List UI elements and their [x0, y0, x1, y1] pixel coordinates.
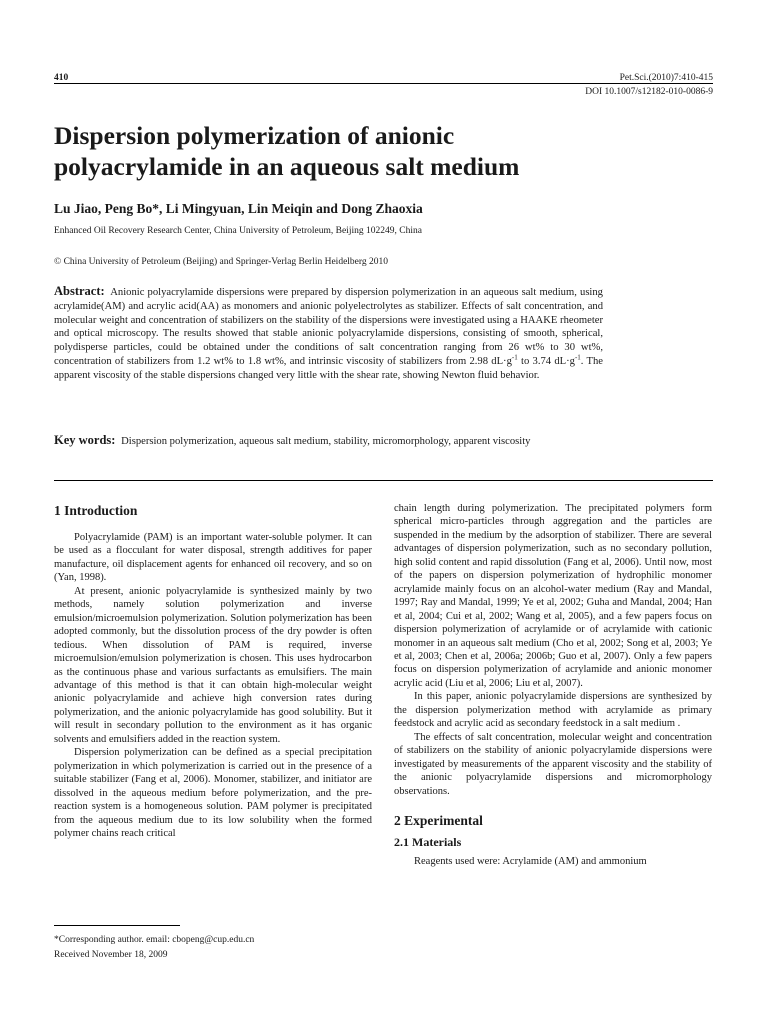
author-list: Lu Jiao, Peng Bo*, Li Mingyuan, Lin Meiqin and Dong Zhaoxia [54, 201, 423, 216]
doi: DOI 10.1007/s12182-010-0086-9 [585, 87, 713, 97]
abstract-label: Abstract: [54, 284, 105, 298]
footnote-rule [54, 925, 180, 926]
paragraph: The effects of salt concentration, molecular weight and concentration of stabilizers on the stability of anionic polyacrylamide dispersions were investigated by measurements of the apparent viscosity and the stability of the anionic polyacrylamide dispersions and micromorphology observations. [394, 731, 712, 797]
paper-title [54, 120, 714, 182]
header-rule [54, 83, 713, 84]
left-column [54, 502, 372, 840]
right-column [394, 502, 712, 868]
keywords-label: Key words: [54, 433, 116, 447]
abstract-text-before: Anionic polyacrylamide dispersions were prepared by dispersion polymerization in an aqueous salt medium, using acrylamide(AM) and acrylic acid(AA) as monomers and anionic polyelectrolytes as stabilizer. Effects of salt concentration, and molecular weight and concentration of stabilizers on the stability of the dispersions were investigated using a HAAKE rheometer and optical microscopy. The results showed that stable anionic polyacrylamide dispersions, consisting of smooth, spherical, polydisperse particles, could be obtained under the conditions of salt concentration ranging from 26 wt% to 30 wt%, concentration of stabilizers from 1.2 wt% to 1.8 wt%, and intrinsic viscosity of stabilizers from 2.98 dL·g [54, 287, 603, 367]
section-divider [54, 480, 713, 481]
section-heading-introduction: 1 Introduction [54, 503, 138, 518]
affiliation: Enhanced Oil Recovery Research Center, China University of Petroleum, Beijing 102249, China [54, 226, 422, 236]
paragraph: Polyacrylamide (PAM) is an important water-soluble polymer. It can be used as a flocculant for water disposal, strength additives for paper manufacture, oil displacement agents for enhanced oil recovery, and so on (Yan, 1998). [54, 532, 372, 584]
copyright-notice: © China University of Petroleum (Beijing) and Springer-Verlag Berlin Heidelberg 2010 [54, 257, 389, 267]
keywords [54, 433, 603, 450]
page-number: 410 [54, 73, 69, 83]
abstract [54, 285, 603, 383]
subsection-heading-materials: 2.1 Materials [394, 834, 462, 849]
paragraph: Dispersion polymerization can be defined as a special precipitation polymerization in which polymerization is carried out in the presence of a suitable stabilizer (Fang et al, 2006). Monomer, stabilizer, and initiator are dissolved in the aqueous medium before polymerization, and the pre-reaction system is a homogeneous solution. PAM polymer is precipitated from the aqueous medium due to its low solubility when the formed polymer chains reach critical [54, 747, 372, 839]
title-line-1: Dispersion polymerization of anionic [54, 121, 455, 150]
journal-reference: Pet.Sci.(2010)7:410-415 [619, 73, 713, 83]
abstract-text-mid: to 3.74 dL·g [517, 355, 575, 367]
corresponding-author-footnote: *Corresponding author. email: cbopeng@cup.edu.cn [54, 935, 255, 945]
section-heading-experimental: 2 Experimental [394, 812, 483, 828]
abstract-text-after: . The apparent viscosity of the stable dispersions changed very little with the shear rate, showing Newton fluid behavior. [54, 355, 603, 381]
abstract-superscript-1: -1 [511, 353, 518, 362]
paragraph: chain length during polymerization. The precipitated polymers form spherical micro-particles through aggregation and the particles are suspended in the medium by the adsorption of stabilizer. There are several advantages of dispersion polymerization, such as no secondary pollution, high solid content and rapid dissolution (Fang et al, 2006). Until now, most of the papers on dispersion polymerization of hydrophilic monomer acrylamide mainly focus on an alcohol-water medium (Ray and Mandal, 1997; Ray and Mandal, 1999; Ye et al, 2002; Guha and Mandal, 2004; Han et al, 2004; Cui et al, 2002; Wang et al, 2005), and a few papers focus on dispersion polymerization of acrylamide or of acrylamide with cationic monomer in an aqueous salt medium (Cho et al, 2002; Song et al, 2003; Ye et al, 2003; Chen et al, 2006a; 2006b; Guo et al, 2007). Only a few papers focus on dispersion polymerization of acrylamide and anionic monomer acrylic acid (Liu et al, 2006; Liu et al, 2007). [394, 503, 712, 689]
abstract-superscript-2: -1 [574, 353, 581, 362]
paragraph: At present, anionic polyacrylamide is synthesized mainly by two methods, namely solution polymerization and inverse emulsion/microemulsion polymerization. Solution polymerization has been adopted commonly, but the dissolution process of the dry powder is often tedious. When dissolution of PAM is required, inverse microemulsion/emulsion polymerization is chosen. This uses hydrocarbon as the continuous phase and various surfactants as emulsifiers. The main advantage of this method is that it can obtain high-molecular weight anionic polyacrylamide and achieve high conversion rates during polymerization, and the anionic polyacrylamide has good solubility. But it will result in secondary pollution to the environment as it has organic solvents and emulsifiers added in the reaction system. [54, 585, 372, 745]
title-line-2: polyacrylamide in an aqueous salt medium [54, 152, 520, 181]
paragraph: Reagents used were: Acrylamide (AM) and ammonium [414, 855, 647, 867]
keywords-text: Dispersion polymerization, aqueous salt medium, stability, micromorphology, apparent viscosity [121, 436, 531, 447]
paragraph: In this paper, anionic polyacrylamide dispersions are synthesized by the dispersion polymerization method with acrylamide as primary feedstock and acrylic acid as secondary feedstock in a salt medium . [394, 691, 712, 730]
received-date-footnote: Received November 18, 2009 [54, 950, 168, 960]
